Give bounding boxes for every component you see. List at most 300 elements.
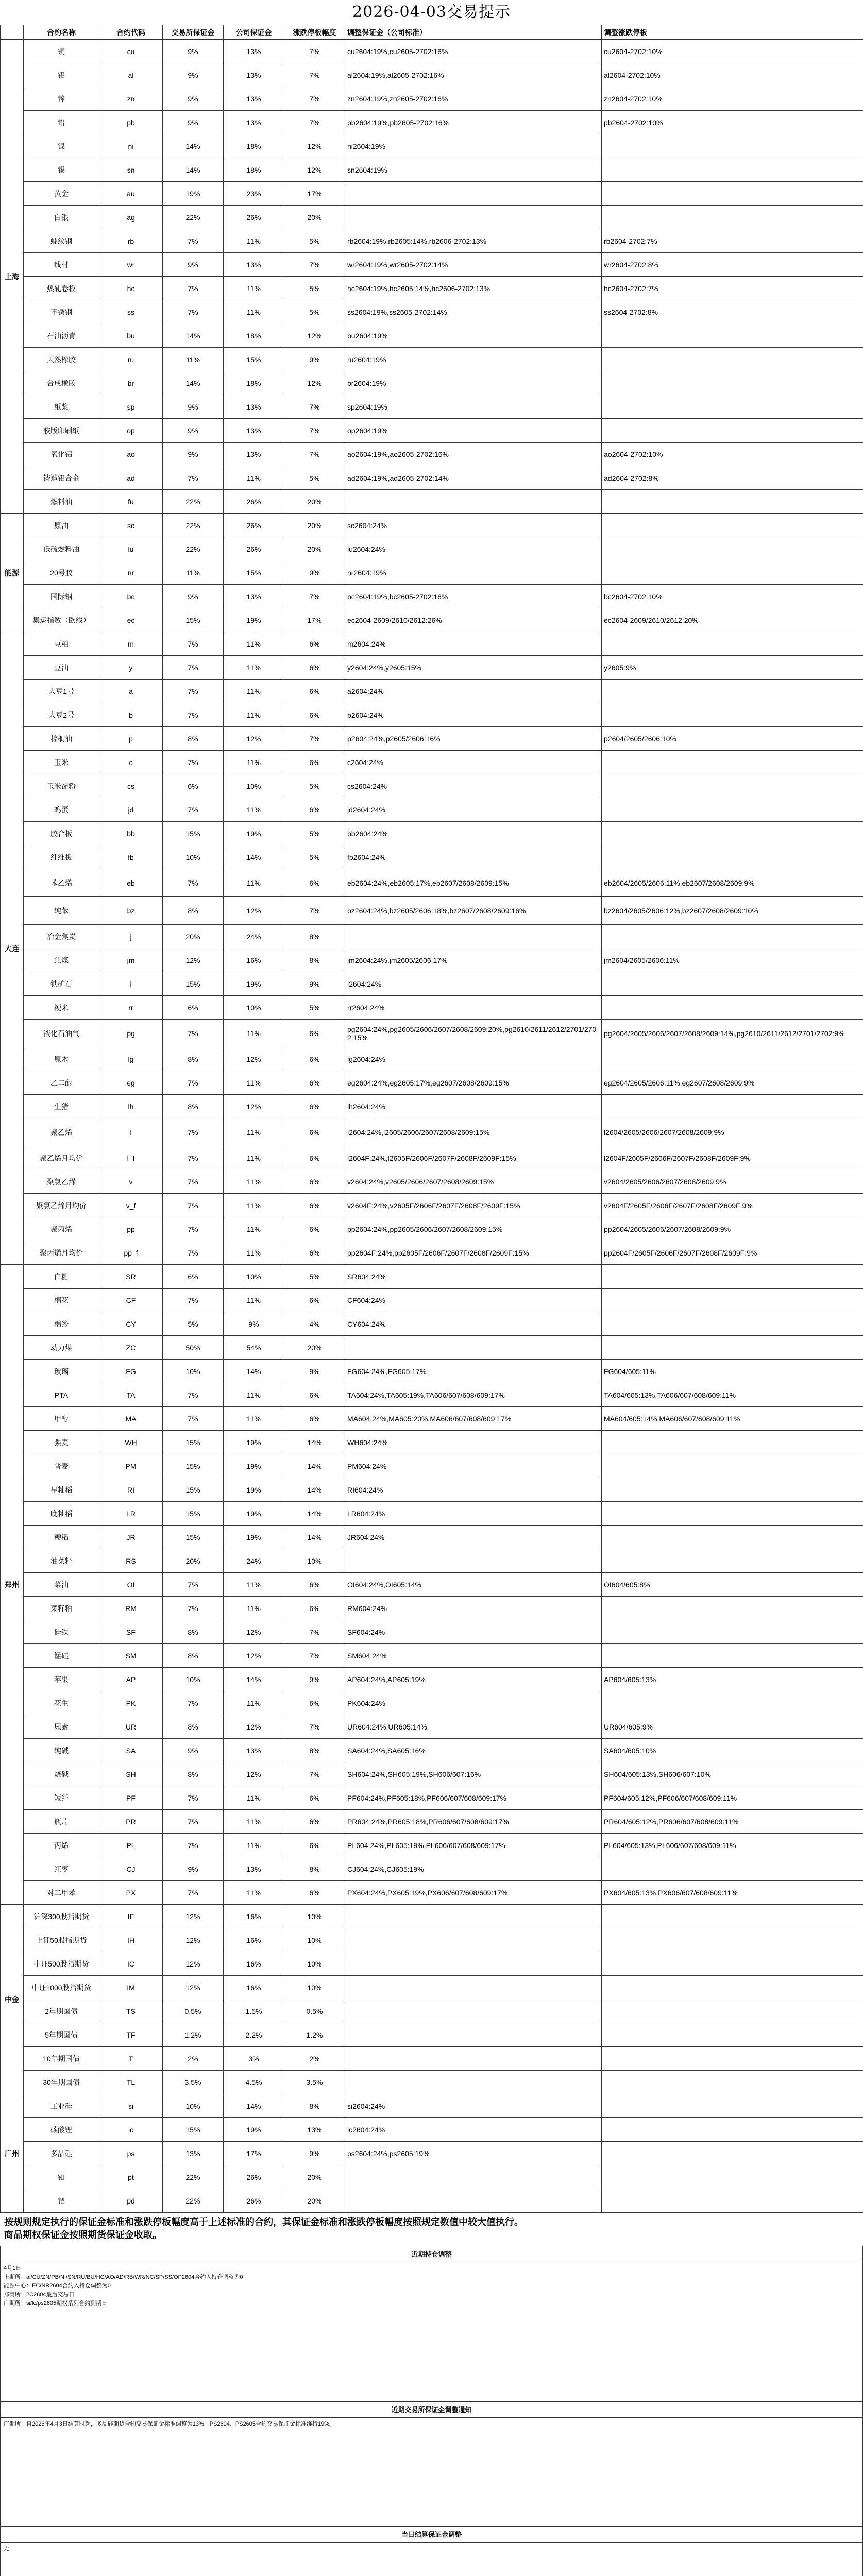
cell-contract-code: eg (99, 1071, 163, 1095)
table-row (1, 1526, 863, 1549)
cell-adjust-limit (602, 158, 863, 182)
cell-limit: 7% (284, 419, 345, 443)
cell-adjust-margin (345, 2047, 602, 2071)
cell-adjust-limit: l2604F/2605F/2606F/2607F/2608F/2609F:9% (602, 1146, 863, 1170)
cell-contract-name: 聚丙烯 (24, 1217, 99, 1241)
cell-exchange-margin: 9% (163, 40, 224, 63)
cell-company-margin: 13% (224, 1857, 284, 1881)
cell-adjust-limit (602, 925, 863, 948)
table-row (1, 253, 863, 277)
table-row (1, 300, 863, 324)
cell-contract-name: 白糖 (24, 1265, 99, 1289)
cell-adjust-margin: bu2604:19% (345, 324, 602, 348)
cell-limit: 6% (284, 1095, 345, 1118)
cell-adjust-limit: AP604/605:13% (602, 1668, 863, 1691)
cell-exchange-margin: 22% (163, 514, 224, 537)
cell-adjust-margin: pp2604F:24%,pp2605F/2606F/2607F/2608F/2609F:15% (345, 1241, 602, 1265)
cell-adjust-margin: eb2604:24%,eb2605:17%,eb2607/2608/2609:15% (345, 869, 602, 897)
cell-limit: 20% (284, 537, 345, 561)
table-row (1, 134, 863, 158)
cell-adjust-margin: JR604:24% (345, 1526, 602, 1549)
cell-adjust-margin: sc2604:24% (345, 514, 602, 537)
cell-adjust-limit: zn2604-2702:10% (602, 87, 863, 111)
cell-adjust-limit: ss2604-2702:8% (602, 300, 863, 324)
table-row (1, 395, 863, 419)
cell-exchange-margin: 15% (163, 1431, 224, 1454)
cell-company-margin: 12% (224, 727, 284, 751)
cell-limit: 10% (284, 1905, 345, 1928)
cell-limit: 6% (284, 1241, 345, 1265)
cell-company-margin: 1.5% (224, 1999, 284, 2023)
cell-exchange-margin: 0.5% (163, 1999, 224, 2023)
cell-adjust-margin: si2604:24% (345, 2094, 602, 2118)
cell-adjust-limit (602, 348, 863, 371)
table-row (1, 1644, 863, 1668)
cell-company-margin: 11% (224, 1691, 284, 1715)
cell-contract-name: 铸造铝合金 (24, 466, 99, 490)
cell-adjust-margin: bb2604:24% (345, 822, 602, 845)
cell-adjust-limit (602, 2142, 863, 2165)
cell-exchange-margin: 12% (163, 1976, 224, 1999)
cell-company-margin: 11% (224, 632, 284, 656)
cell-exchange-margin: 8% (163, 1762, 224, 1786)
cell-exchange-margin: 11% (163, 348, 224, 371)
table-row (1, 2118, 863, 2142)
cell-limit: 6% (284, 632, 345, 656)
cell-adjust-limit (602, 324, 863, 348)
cell-company-margin: 11% (224, 1020, 284, 1047)
cell-company-margin: 12% (224, 1620, 284, 1644)
cell-contract-code: CJ (99, 1857, 163, 1881)
cell-adjust-limit (602, 1976, 863, 1999)
cell-contract-name: 不锈钢 (24, 300, 99, 324)
table-row (1, 1289, 863, 1312)
cell-adjust-limit (602, 1999, 863, 2023)
cell-adjust-margin: pg2604:24%,pg2605/2606/2607/2608/2609:20%,pg2610/2611/2612/2701/2702:15% (345, 1020, 602, 1047)
cell-contract-code: al (99, 63, 163, 87)
table-row (1, 466, 863, 490)
cell-adjust-margin: al2604:19%,al2605-2702:16% (345, 63, 602, 87)
cell-contract-name: 中证1000股指期货 (24, 1976, 99, 1999)
cell-company-margin: 24% (224, 1549, 284, 1573)
cell-company-margin: 13% (224, 40, 284, 63)
cell-adjust-margin: ss2604:19%,ss2605-2702:14% (345, 300, 602, 324)
cell-contract-name: 2年期国债 (24, 1999, 99, 2023)
cell-company-margin: 13% (224, 1739, 284, 1762)
cell-exchange-margin: 9% (163, 253, 224, 277)
cell-exchange-margin: 9% (163, 111, 224, 134)
cell-contract-name: 热轧卷板 (24, 277, 99, 300)
cell-limit: 9% (284, 561, 345, 585)
section-title-settlement-margin: 当日结算保证金调整 (0, 2526, 863, 2543)
cell-exchange-margin: 15% (163, 972, 224, 996)
cell-adjust-margin: br2604:19% (345, 371, 602, 395)
cell-adjust-limit (602, 371, 863, 395)
table-row (1, 751, 863, 774)
cell-limit: 5% (284, 229, 345, 253)
cell-contract-name: 镍 (24, 134, 99, 158)
cell-adjust-limit: pp2604/2605/2606/2607/2608/2609:9% (602, 1217, 863, 1241)
cell-contract-name: 氧化铝 (24, 443, 99, 466)
table-row (1, 972, 863, 996)
cell-limit: 7% (284, 1644, 345, 1668)
cell-contract-code: IM (99, 1976, 163, 1999)
cell-contract-name: 聚氯乙烯 (24, 1170, 99, 1194)
cell-adjust-limit (602, 1620, 863, 1644)
cell-adjust-margin: CF604:24% (345, 1289, 602, 1312)
cell-contract-name: 5年期国债 (24, 2023, 99, 2047)
cell-exchange-margin: 2% (163, 2047, 224, 2071)
cell-exchange-margin: 13% (163, 2142, 224, 2165)
cell-adjust-margin (345, 206, 602, 229)
cell-limit: 20% (284, 2189, 345, 2213)
cell-adjust-limit: PX604/605:13%,PX606/607/608/609:11% (602, 1881, 863, 1905)
cell-contract-name: 瓶片 (24, 1810, 99, 1834)
table-row (1, 1786, 863, 1810)
cell-limit: 6% (284, 751, 345, 774)
cell-contract-name: 锌 (24, 87, 99, 111)
cell-exchange-margin: 7% (163, 1146, 224, 1170)
page-title: 2026-04-03交易提示 (352, 3, 511, 21)
cell-limit: 7% (284, 1715, 345, 1739)
table-row (1, 1095, 863, 1118)
exchange-cell: 能源 (1, 514, 24, 632)
cell-contract-code: CF (99, 1289, 163, 1312)
cell-contract-name: 晚籼稻 (24, 1502, 99, 1526)
cell-contract-code: si (99, 2094, 163, 2118)
cell-limit: 9% (284, 1360, 345, 1383)
cell-limit: 6% (284, 798, 345, 822)
cell-exchange-margin: 7% (163, 229, 224, 253)
cell-contract-code: fb (99, 845, 163, 869)
cell-adjust-limit: pg2604/2605/2606/2607/2608/2609:14%,pg2610/2611/2612/2701/2702:9% (602, 1020, 863, 1047)
cell-contract-code: PR (99, 1810, 163, 1834)
table-row (1, 1881, 863, 1905)
cell-limit: 1.2% (284, 2023, 345, 2047)
cell-adjust-limit (602, 1265, 863, 1289)
cell-limit: 20% (284, 1336, 345, 1360)
cell-company-margin: 4.5% (224, 2071, 284, 2094)
cell-exchange-margin: 7% (163, 869, 224, 897)
cell-exchange-margin: 7% (163, 1289, 224, 1312)
cell-company-margin: 13% (224, 443, 284, 466)
cell-contract-name: 普麦 (24, 1454, 99, 1478)
cell-contract-code: jd (99, 798, 163, 822)
cell-exchange-margin: 7% (163, 1573, 224, 1597)
cell-limit: 6% (284, 1834, 345, 1857)
cell-contract-code: LR (99, 1502, 163, 1526)
table-row (1, 1928, 863, 1952)
cell-exchange-margin: 9% (163, 87, 224, 111)
cell-company-margin: 19% (224, 822, 284, 845)
cell-exchange-margin: 10% (163, 1360, 224, 1383)
table-row (1, 229, 863, 253)
table-row (1, 2023, 863, 2047)
cell-contract-code: pb (99, 111, 163, 134)
cell-adjust-limit: eg2604/2605/2606:11%,eg2607/2608/2609:9% (602, 1071, 863, 1095)
cell-adjust-limit: l2604/2605/2606/2607/2608/2609:9% (602, 1118, 863, 1146)
cell-limit: 6% (284, 1146, 345, 1170)
cell-contract-code: pg (99, 1020, 163, 1047)
cell-exchange-margin: 8% (163, 897, 224, 925)
cell-adjust-margin (345, 490, 602, 514)
cell-adjust-margin: b2604:24% (345, 703, 602, 727)
cell-limit: 8% (284, 948, 345, 972)
cell-exchange-margin: 7% (163, 1407, 224, 1431)
table-row (1, 948, 863, 972)
cell-exchange-margin: 7% (163, 1241, 224, 1265)
table-row (1, 1360, 863, 1383)
cell-exchange-margin: 7% (163, 1170, 224, 1194)
cell-exchange-margin: 22% (163, 2165, 224, 2189)
cell-limit: 7% (284, 111, 345, 134)
cell-company-margin: 11% (224, 229, 284, 253)
cell-exchange-margin: 14% (163, 134, 224, 158)
cell-contract-name: 铅 (24, 111, 99, 134)
cell-limit: 7% (284, 585, 345, 608)
cell-company-margin: 18% (224, 324, 284, 348)
cell-adjust-margin: l2604:24%,l2605/2606/2607/2608/2609:15% (345, 1118, 602, 1146)
cell-contract-name: 粳米 (24, 996, 99, 1020)
cell-contract-code: ad (99, 466, 163, 490)
cell-limit: 9% (284, 2142, 345, 2165)
cell-exchange-margin: 7% (163, 656, 224, 680)
cell-adjust-margin: jm2604:24%,jm2605/2606:17% (345, 948, 602, 972)
cell-contract-code: cs (99, 774, 163, 798)
cell-adjust-margin (345, 2189, 602, 2213)
header-exchange (1, 25, 24, 40)
cell-adjust-margin: y2604:24%,y2605:15% (345, 656, 602, 680)
cell-exchange-margin: 8% (163, 727, 224, 751)
cell-adjust-limit: SH604/605:13%,SH606/607:10% (602, 1762, 863, 1786)
table-row (1, 2047, 863, 2071)
cell-company-margin: 11% (224, 300, 284, 324)
cell-contract-code: pp_f (99, 1241, 163, 1265)
cell-limit: 20% (284, 514, 345, 537)
cell-contract-name: 甲醇 (24, 1407, 99, 1431)
cell-company-margin: 26% (224, 490, 284, 514)
cell-limit: 5% (284, 466, 345, 490)
cell-contract-name: 粳稻 (24, 1526, 99, 1549)
cell-contract-name: 石油沥青 (24, 324, 99, 348)
cell-limit: 6% (284, 1118, 345, 1146)
cell-contract-code: TA (99, 1383, 163, 1407)
cell-contract-code: bb (99, 822, 163, 845)
header-limit: 涨跌停板幅度 (284, 25, 345, 40)
cell-company-margin: 26% (224, 206, 284, 229)
cell-adjust-margin: eg2604:24%,eg2605:17%,eg2607/2608/2609:15% (345, 1071, 602, 1095)
cell-limit: 8% (284, 1857, 345, 1881)
cell-contract-name: 焦煤 (24, 948, 99, 972)
cell-exchange-margin: 10% (163, 1668, 224, 1691)
cell-exchange-margin: 1.2% (163, 2023, 224, 2047)
cell-contract-code: i (99, 972, 163, 996)
table-row (1, 1999, 863, 2023)
cell-contract-code: lu (99, 537, 163, 561)
cell-limit: 6% (284, 1020, 345, 1047)
cell-exchange-margin: 8% (163, 1644, 224, 1668)
table-row (1, 925, 863, 948)
cell-company-margin: 11% (224, 277, 284, 300)
cell-contract-name: 原油 (24, 514, 99, 537)
cell-contract-name: 冶金焦炭 (24, 925, 99, 948)
cell-contract-name: 低硫燃料油 (24, 537, 99, 561)
cell-exchange-margin: 20% (163, 925, 224, 948)
header-company-margin: 公司保证金 (224, 25, 284, 40)
cell-adjust-margin: rr2604:24% (345, 996, 602, 1020)
cell-exchange-margin: 10% (163, 845, 224, 869)
cell-company-margin: 11% (224, 1786, 284, 1810)
table-row (1, 40, 863, 63)
cell-contract-code: PL (99, 1834, 163, 1857)
cell-limit: 20% (284, 206, 345, 229)
cell-limit: 3.5% (284, 2071, 345, 2094)
cell-company-margin: 19% (224, 608, 284, 632)
cell-company-margin: 11% (224, 1573, 284, 1597)
cell-exchange-margin: 7% (163, 1881, 224, 1905)
cell-contract-code: RI (99, 1478, 163, 1502)
cell-limit: 0.5% (284, 1999, 345, 2023)
cell-limit: 5% (284, 300, 345, 324)
table-row (1, 111, 863, 134)
cell-company-margin: 19% (224, 2118, 284, 2142)
cell-contract-code: AP (99, 1668, 163, 1691)
cell-adjust-margin: c2604:24% (345, 751, 602, 774)
cell-company-margin: 16% (224, 1976, 284, 1999)
cell-exchange-margin: 6% (163, 996, 224, 1020)
table-row (1, 1573, 863, 1597)
cell-exchange-margin: 7% (163, 1217, 224, 1241)
cell-adjust-margin: CY604:24% (345, 1312, 602, 1336)
cell-adjust-limit (602, 134, 863, 158)
cell-contract-name: 螺纹钢 (24, 229, 99, 253)
cell-contract-code: wr (99, 253, 163, 277)
cell-limit: 10% (284, 1952, 345, 1976)
cell-adjust-margin: PL604:24%,PL605:19%,PL606/607/608/609:17% (345, 1834, 602, 1857)
cell-limit: 6% (284, 1786, 345, 1810)
table-row (1, 897, 863, 925)
cell-adjust-limit: ad2604-2702:8% (602, 466, 863, 490)
cell-adjust-limit: pb2604-2702:10% (602, 111, 863, 134)
note-line: 商品期权保证金按照期货保证金收取。 (4, 2230, 162, 2240)
cell-company-margin: 19% (224, 972, 284, 996)
exchange-cell: 中金 (1, 1905, 24, 2094)
cell-exchange-margin: 7% (163, 1071, 224, 1095)
cell-adjust-margin: lu2604:24% (345, 537, 602, 561)
cell-exchange-margin: 9% (163, 1857, 224, 1881)
cell-adjust-limit: ao2604-2702:10% (602, 443, 863, 466)
cell-exchange-margin: 22% (163, 490, 224, 514)
cell-adjust-limit (602, 2071, 863, 2094)
cell-adjust-limit (602, 1289, 863, 1312)
cell-contract-code: bc (99, 585, 163, 608)
cell-contract-name: 菜油 (24, 1573, 99, 1597)
cell-limit: 6% (284, 1217, 345, 1241)
table-row (1, 1170, 863, 1194)
cell-exchange-margin: 9% (163, 585, 224, 608)
cell-company-margin: 26% (224, 537, 284, 561)
cell-adjust-margin (345, 1928, 602, 1952)
cell-adjust-limit (602, 1691, 863, 1715)
cell-adjust-margin: PF604:24%,PF605:18%,PF606/607/608/609:17% (345, 1786, 602, 1810)
cell-exchange-margin: 15% (163, 1526, 224, 1549)
table-row (1, 798, 863, 822)
table-row (1, 1976, 863, 1999)
cell-adjust-margin: lh2604:24% (345, 1095, 602, 1118)
cell-company-margin: 10% (224, 1265, 284, 1289)
cell-company-margin: 11% (224, 703, 284, 727)
cell-adjust-margin: p2604:24%,p2605/2606:16% (345, 727, 602, 751)
cell-adjust-limit: PL604/605:13%,PL606/607/608/609:11% (602, 1834, 863, 1857)
cell-adjust-margin: SR604:24% (345, 1265, 602, 1289)
cell-adjust-limit: bz2604/2605/2606:12%,bz2607/2608/2609:10% (602, 897, 863, 925)
cell-contract-name: 棉纱 (24, 1312, 99, 1336)
table-row (1, 1407, 863, 1431)
cell-contract-name: 豆粕 (24, 632, 99, 656)
cell-contract-name: 铁矿石 (24, 972, 99, 996)
cell-exchange-margin: 7% (163, 1194, 224, 1217)
cell-contract-code: y (99, 656, 163, 680)
cell-company-margin: 9% (224, 1312, 284, 1336)
cell-contract-code: ag (99, 206, 163, 229)
cell-adjust-margin (345, 2165, 602, 2189)
cell-exchange-margin: 11% (163, 561, 224, 585)
cell-adjust-limit (602, 514, 863, 537)
table-row (1, 2071, 863, 2094)
cell-contract-name: 烧碱 (24, 1762, 99, 1786)
cell-exchange-margin: 22% (163, 206, 224, 229)
cell-limit: 13% (284, 2118, 345, 2142)
cell-exchange-margin: 6% (163, 1265, 224, 1289)
cell-contract-name: 多晶硅 (24, 2142, 99, 2165)
exchange-cell: 广州 (1, 2094, 24, 2213)
cell-limit: 10% (284, 1976, 345, 1999)
cell-limit: 10% (284, 1549, 345, 1573)
cell-company-margin: 11% (224, 1881, 284, 1905)
table-row (1, 182, 863, 206)
cell-company-margin: 54% (224, 1336, 284, 1360)
cell-contract-name: 沪深300股指期货 (24, 1905, 99, 1928)
cell-company-margin: 12% (224, 1762, 284, 1786)
cell-company-margin: 3% (224, 2047, 284, 2071)
cell-company-margin: 19% (224, 1478, 284, 1502)
table-row (1, 996, 863, 1020)
cell-contract-code: OI (99, 1573, 163, 1597)
cell-contract-name: 上证50股指期货 (24, 1928, 99, 1952)
cell-contract-code: JR (99, 1526, 163, 1549)
cell-exchange-margin: 8% (163, 1047, 224, 1071)
cell-adjust-limit (602, 1928, 863, 1952)
cell-contract-code: lc (99, 2118, 163, 2142)
cell-adjust-limit (602, 632, 863, 656)
table-row (1, 774, 863, 798)
cell-contract-name: 纸浆 (24, 395, 99, 419)
cell-company-margin: 17% (224, 2142, 284, 2165)
cell-contract-code: T (99, 2047, 163, 2071)
cell-contract-code: lg (99, 1047, 163, 1071)
cell-contract-name: 玉米 (24, 751, 99, 774)
cell-contract-name: 30年期国债 (24, 2071, 99, 2094)
note-line: 按规则规定执行的保证金标准和涨跌停板幅度高于上述标准的合约，其保证金标准和涨跌停板幅度按照规定数值中较大值执行。 (4, 2217, 523, 2227)
cell-exchange-margin: 14% (163, 371, 224, 395)
cell-limit: 7% (284, 40, 345, 63)
cell-company-margin: 11% (224, 656, 284, 680)
cell-adjust-margin: PM604:24% (345, 1454, 602, 1478)
cell-contract-name: 短纤 (24, 1786, 99, 1810)
cell-limit: 6% (284, 1407, 345, 1431)
cell-adjust-margin: jd2604:24% (345, 798, 602, 822)
cell-contract-code: FG (99, 1360, 163, 1383)
